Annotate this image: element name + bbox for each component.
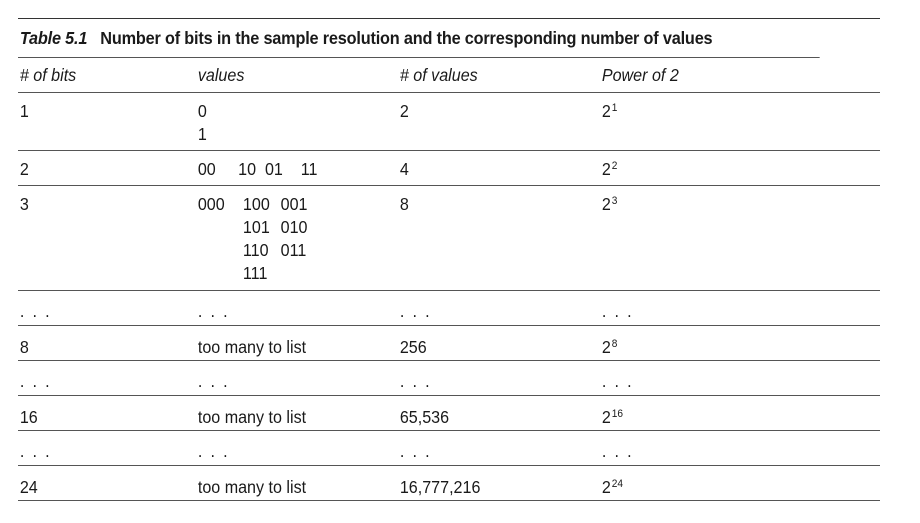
value-line: 010 bbox=[280, 217, 308, 237]
cell-num-values bbox=[398, 466, 584, 500]
value-line: 1 bbox=[197, 124, 207, 144]
power-value bbox=[602, 476, 858, 499]
bits-value: 8 bbox=[19, 337, 29, 357]
cell-power bbox=[600, 151, 858, 185]
num-values: 4 bbox=[399, 159, 409, 179]
ellipsis-row bbox=[18, 431, 880, 466]
cell-bits bbox=[18, 186, 182, 290]
bits-value: 2 bbox=[19, 159, 29, 179]
bits-value: 16 bbox=[19, 407, 38, 427]
ellipsis: . . . bbox=[601, 301, 634, 321]
bits-value: 1 bbox=[19, 101, 29, 121]
value-text: too many to list bbox=[197, 477, 307, 497]
value-line: 001 bbox=[280, 194, 308, 214]
value-line: 101 bbox=[242, 217, 270, 237]
ellipsis-row bbox=[18, 291, 880, 326]
cell-bits bbox=[18, 396, 182, 430]
data-table bbox=[18, 18, 880, 501]
ellipsis: . . . bbox=[601, 371, 634, 391]
num-values: 65,536 bbox=[399, 407, 450, 427]
header-num-values: # of values bbox=[399, 64, 478, 85]
ellipsis: . . . bbox=[601, 441, 634, 461]
power-base: 2 bbox=[601, 407, 611, 427]
power-exponent: 16 bbox=[611, 408, 623, 420]
ellipsis: . . . bbox=[399, 441, 432, 461]
table-row bbox=[18, 151, 880, 186]
cell-num-values bbox=[398, 93, 584, 150]
cell-values bbox=[196, 151, 382, 185]
power-exponent: 1 bbox=[611, 102, 618, 114]
table-row bbox=[18, 186, 880, 291]
cell-num-values bbox=[398, 396, 584, 430]
value-line: 000 bbox=[197, 194, 225, 214]
ellipsis: . . . bbox=[197, 301, 230, 321]
header-bits: # of bits bbox=[19, 64, 77, 85]
table-caption bbox=[18, 19, 820, 58]
ellipsis: . . . bbox=[399, 301, 432, 321]
power-base: 2 bbox=[601, 194, 611, 214]
cell-values bbox=[196, 466, 382, 500]
table-row bbox=[18, 466, 880, 501]
bits-value: 3 bbox=[19, 194, 29, 214]
cell-values bbox=[196, 326, 382, 360]
power-value bbox=[602, 406, 858, 429]
power-value bbox=[602, 336, 858, 359]
cell-power bbox=[600, 93, 858, 150]
ellipsis: . . . bbox=[19, 371, 52, 391]
header-power: Power of 2 bbox=[601, 64, 679, 85]
value-line: 011 bbox=[280, 240, 307, 260]
power-exponent: 8 bbox=[611, 338, 618, 350]
ellipsis-row bbox=[18, 361, 880, 396]
power-value bbox=[602, 193, 858, 216]
cell-bits bbox=[18, 326, 182, 360]
ellipsis: . . . bbox=[19, 441, 52, 461]
num-values: 256 bbox=[399, 337, 427, 357]
ellipsis: . . . bbox=[399, 371, 432, 391]
bits-value: 24 bbox=[19, 477, 38, 497]
values-column bbox=[198, 193, 243, 285]
header-values: values bbox=[197, 64, 245, 85]
cell-power bbox=[600, 326, 858, 360]
cell-bits bbox=[18, 466, 182, 500]
num-values: 16,777,216 bbox=[399, 477, 481, 497]
value-line: 111 bbox=[242, 263, 268, 283]
caption-title: Number of bits in the sample resolution and the corresponding number of values bbox=[100, 27, 713, 48]
power-base: 2 bbox=[601, 159, 611, 179]
ellipsis: . . . bbox=[197, 371, 230, 391]
num-values: 2 bbox=[399, 101, 409, 121]
value-line: 0 bbox=[197, 101, 207, 121]
values-column bbox=[243, 193, 281, 285]
cell-values bbox=[196, 396, 382, 430]
cell-power bbox=[600, 396, 858, 430]
cell-power bbox=[600, 466, 858, 500]
table-row bbox=[18, 396, 880, 431]
value-text: too many to list bbox=[197, 337, 307, 357]
cell-bits bbox=[18, 151, 182, 185]
num-values: 8 bbox=[399, 194, 409, 214]
power-value bbox=[602, 100, 858, 123]
cell-bits bbox=[18, 93, 182, 150]
power-base: 2 bbox=[601, 477, 611, 497]
header-row bbox=[18, 58, 880, 93]
cell-power bbox=[600, 186, 858, 290]
cell-values bbox=[196, 93, 382, 150]
power-base: 2 bbox=[601, 101, 611, 121]
power-exponent: 3 bbox=[611, 195, 618, 207]
table-row bbox=[18, 326, 880, 361]
cell-values bbox=[196, 186, 382, 290]
caption-label: Table 5.1 bbox=[19, 27, 88, 48]
values-grid bbox=[198, 193, 382, 285]
values-column bbox=[281, 193, 308, 285]
ellipsis: . . . bbox=[197, 441, 230, 461]
power-value bbox=[602, 158, 858, 181]
table-row bbox=[18, 93, 880, 151]
power-exponent: 24 bbox=[611, 478, 623, 490]
value-text: too many to list bbox=[197, 407, 307, 427]
cell-num-values bbox=[398, 326, 584, 360]
value-line: 00 10 01 11 bbox=[197, 159, 318, 179]
value-line: 110 bbox=[242, 240, 269, 260]
ellipsis: . . . bbox=[19, 301, 52, 321]
power-exponent: 2 bbox=[611, 160, 618, 172]
value-line: 100 bbox=[242, 194, 270, 214]
power-base: 2 bbox=[601, 337, 611, 357]
cell-num-values bbox=[398, 151, 584, 185]
cell-num-values bbox=[398, 186, 584, 290]
